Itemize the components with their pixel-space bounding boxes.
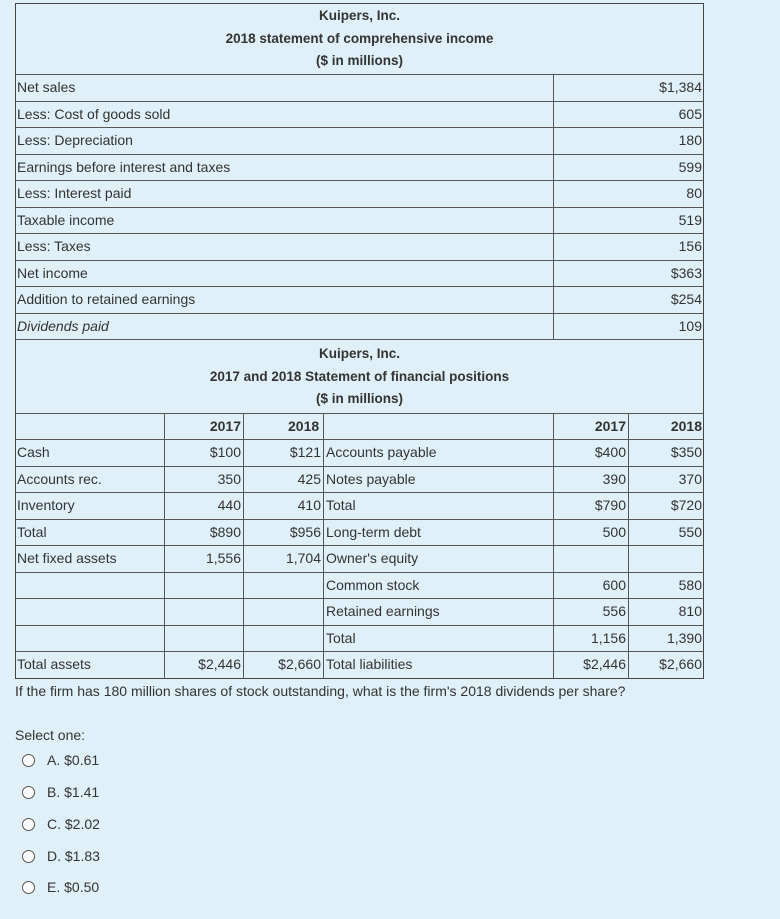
answer-option[interactable] — [22, 816, 100, 832]
income-row-label: Taxable income — [15, 208, 554, 235]
asset-2017: 1,556 — [165, 546, 244, 573]
header-blank — [15, 414, 165, 440]
balance-statement-title: 2017 and 2018 Statement of financial positions — [209, 369, 510, 384]
liability-2018: $2,660 — [659, 656, 702, 672]
income-row-value: 109 — [678, 317, 702, 334]
income-row — [15, 260, 704, 288]
asset-2018 — [244, 626, 324, 653]
liability-label: Long-term debt — [324, 520, 554, 547]
balance-row — [15, 651, 704, 679]
answer-option-label: E. $0.50 — [47, 879, 100, 895]
question-text: If the firm has 180 million shares of stock outstanding, what is the firm's 2018 dividends per share? — [15, 683, 626, 699]
income-row-label: Less: Cost of goods sold — [15, 102, 554, 129]
liability-label: Accounts payable — [324, 440, 554, 467]
liability-2017: 556 — [554, 599, 629, 626]
header-liab-2017: 2017 — [554, 414, 629, 440]
income-row — [15, 313, 704, 341]
income-row-label: Addition to retained earnings — [15, 287, 554, 314]
asset-2017: $2,446 — [165, 652, 244, 679]
asset-2018: 410 — [244, 493, 324, 520]
asset-2017: 440 — [165, 493, 244, 520]
liability-2017: 500 — [554, 520, 629, 547]
income-row-value: 605 — [678, 105, 702, 122]
header-blank-2 — [324, 414, 554, 440]
liability-label: Owner's equity — [324, 546, 554, 573]
asset-2017: $890 — [165, 520, 244, 547]
liability-label: Total — [324, 493, 554, 520]
asset-label: Inventory — [15, 493, 165, 520]
balance-row — [15, 598, 704, 626]
answer-option[interactable] — [22, 752, 99, 768]
liability-2018: $720 — [670, 497, 702, 513]
liability-label: Common stock — [324, 573, 554, 600]
liability-2017: 600 — [554, 573, 629, 600]
asset-2017 — [165, 626, 244, 653]
asset-2017 — [165, 573, 244, 600]
income-row-value: 180 — [678, 132, 702, 148]
asset-2018 — [244, 573, 324, 600]
asset-2017 — [165, 599, 244, 626]
answer-option-label: A. $0.61 — [47, 752, 100, 768]
asset-label: Net fixed assets — [15, 546, 165, 573]
income-row-value: 519 — [678, 211, 702, 228]
balance-units: ($ in millions) — [315, 391, 403, 406]
income-company-title: Kuipers, Inc. — [318, 8, 401, 23]
income-row-label: Earnings before interest and taxes — [15, 155, 554, 182]
income-row — [15, 74, 704, 102]
income-units: ($ in millions) — [315, 53, 403, 68]
liability-2017: $400 — [554, 440, 629, 467]
income-row-label: Net sales — [15, 75, 554, 102]
balance-row — [15, 466, 704, 494]
asset-label: Total — [15, 520, 165, 547]
asset-label: Total assets — [15, 652, 165, 679]
liability-label: Total — [324, 626, 554, 653]
header-liab-2018: 2018 — [670, 418, 702, 434]
balance-row — [15, 439, 704, 467]
income-statement-title: 2018 statement of comprehensive income — [225, 31, 494, 46]
income-row-label: Less: Depreciation — [15, 128, 554, 155]
asset-label — [15, 573, 165, 600]
income-row-value: 599 — [678, 158, 702, 175]
income-row — [15, 101, 704, 129]
asset-2017: $100 — [165, 440, 244, 467]
income-row — [15, 207, 704, 235]
balance-row — [15, 625, 704, 653]
income-row-label: Less: Interest paid — [15, 181, 554, 208]
answer-option[interactable] — [22, 784, 99, 800]
income-row-value: $1,384 — [659, 79, 702, 95]
asset-label: Accounts rec. — [15, 467, 165, 494]
balance-company-title: Kuipers, Inc. — [318, 346, 401, 361]
balance-row — [15, 519, 704, 547]
liability-2017: 1,156 — [554, 626, 629, 653]
liability-label: Total liabilities — [324, 652, 554, 679]
income-row — [15, 233, 704, 261]
asset-2018: 1,704 — [244, 546, 324, 573]
header-assets-2017: 2017 — [165, 414, 244, 440]
income-row-value: 156 — [678, 238, 702, 254]
radio-button-icon[interactable] — [22, 850, 35, 863]
income-row — [15, 286, 704, 314]
income-row-label: Dividends paid — [15, 314, 554, 341]
liability-2017: 390 — [554, 467, 629, 494]
answer-option-label: D. $1.83 — [47, 848, 100, 864]
select-one-label: Select one: — [15, 727, 86, 743]
income-table-bottom-border — [15, 339, 704, 340]
income-row-value: $254 — [670, 291, 702, 307]
answer-option[interactable] — [22, 848, 100, 864]
asset-2017: 350 — [165, 467, 244, 494]
income-row-label: Less: Taxes — [15, 234, 554, 261]
balance-row — [15, 545, 704, 573]
income-row-value: 80 — [686, 185, 702, 201]
liability-2017: $2,446 — [554, 652, 629, 679]
asset-2018 — [244, 599, 324, 626]
asset-2018: 425 — [244, 467, 324, 494]
liability-2018 — [629, 546, 704, 573]
radio-button-icon[interactable] — [22, 818, 35, 831]
income-row — [15, 180, 704, 208]
balance-row — [15, 572, 704, 600]
answer-option-label: B. $1.41 — [47, 784, 100, 800]
asset-label — [15, 599, 165, 626]
liability-2018: 810 — [678, 603, 702, 619]
liability-2018: 370 — [678, 470, 702, 487]
answer-option[interactable] — [22, 879, 99, 895]
header-assets-2018: 2018 — [244, 414, 324, 440]
asset-2018: $121 — [244, 440, 324, 467]
liability-label: Retained earnings — [324, 599, 554, 626]
asset-2018: $2,660 — [244, 652, 324, 679]
asset-label — [15, 626, 165, 653]
asset-label: Cash — [15, 440, 165, 467]
liability-2018: 580 — [678, 576, 702, 593]
income-row-value: $363 — [670, 264, 702, 281]
income-row — [15, 127, 704, 155]
liability-2017 — [554, 546, 629, 573]
balance-row — [15, 492, 704, 520]
answer-option-label: C. $2.02 — [47, 816, 100, 832]
income-row-label: Net income — [15, 261, 554, 288]
liability-2018: 550 — [678, 523, 702, 540]
liability-2018: $350 — [670, 444, 702, 460]
asset-2018: $956 — [244, 520, 324, 547]
liability-2018: 1,390 — [666, 629, 702, 646]
radio-button-icon[interactable] — [22, 881, 35, 894]
radio-button-icon[interactable] — [22, 786, 35, 799]
balance-header-row — [15, 413, 704, 440]
liability-label: Notes payable — [324, 467, 554, 494]
liability-2017: $790 — [554, 493, 629, 520]
radio-button-icon[interactable] — [22, 754, 35, 767]
income-row — [15, 154, 704, 182]
